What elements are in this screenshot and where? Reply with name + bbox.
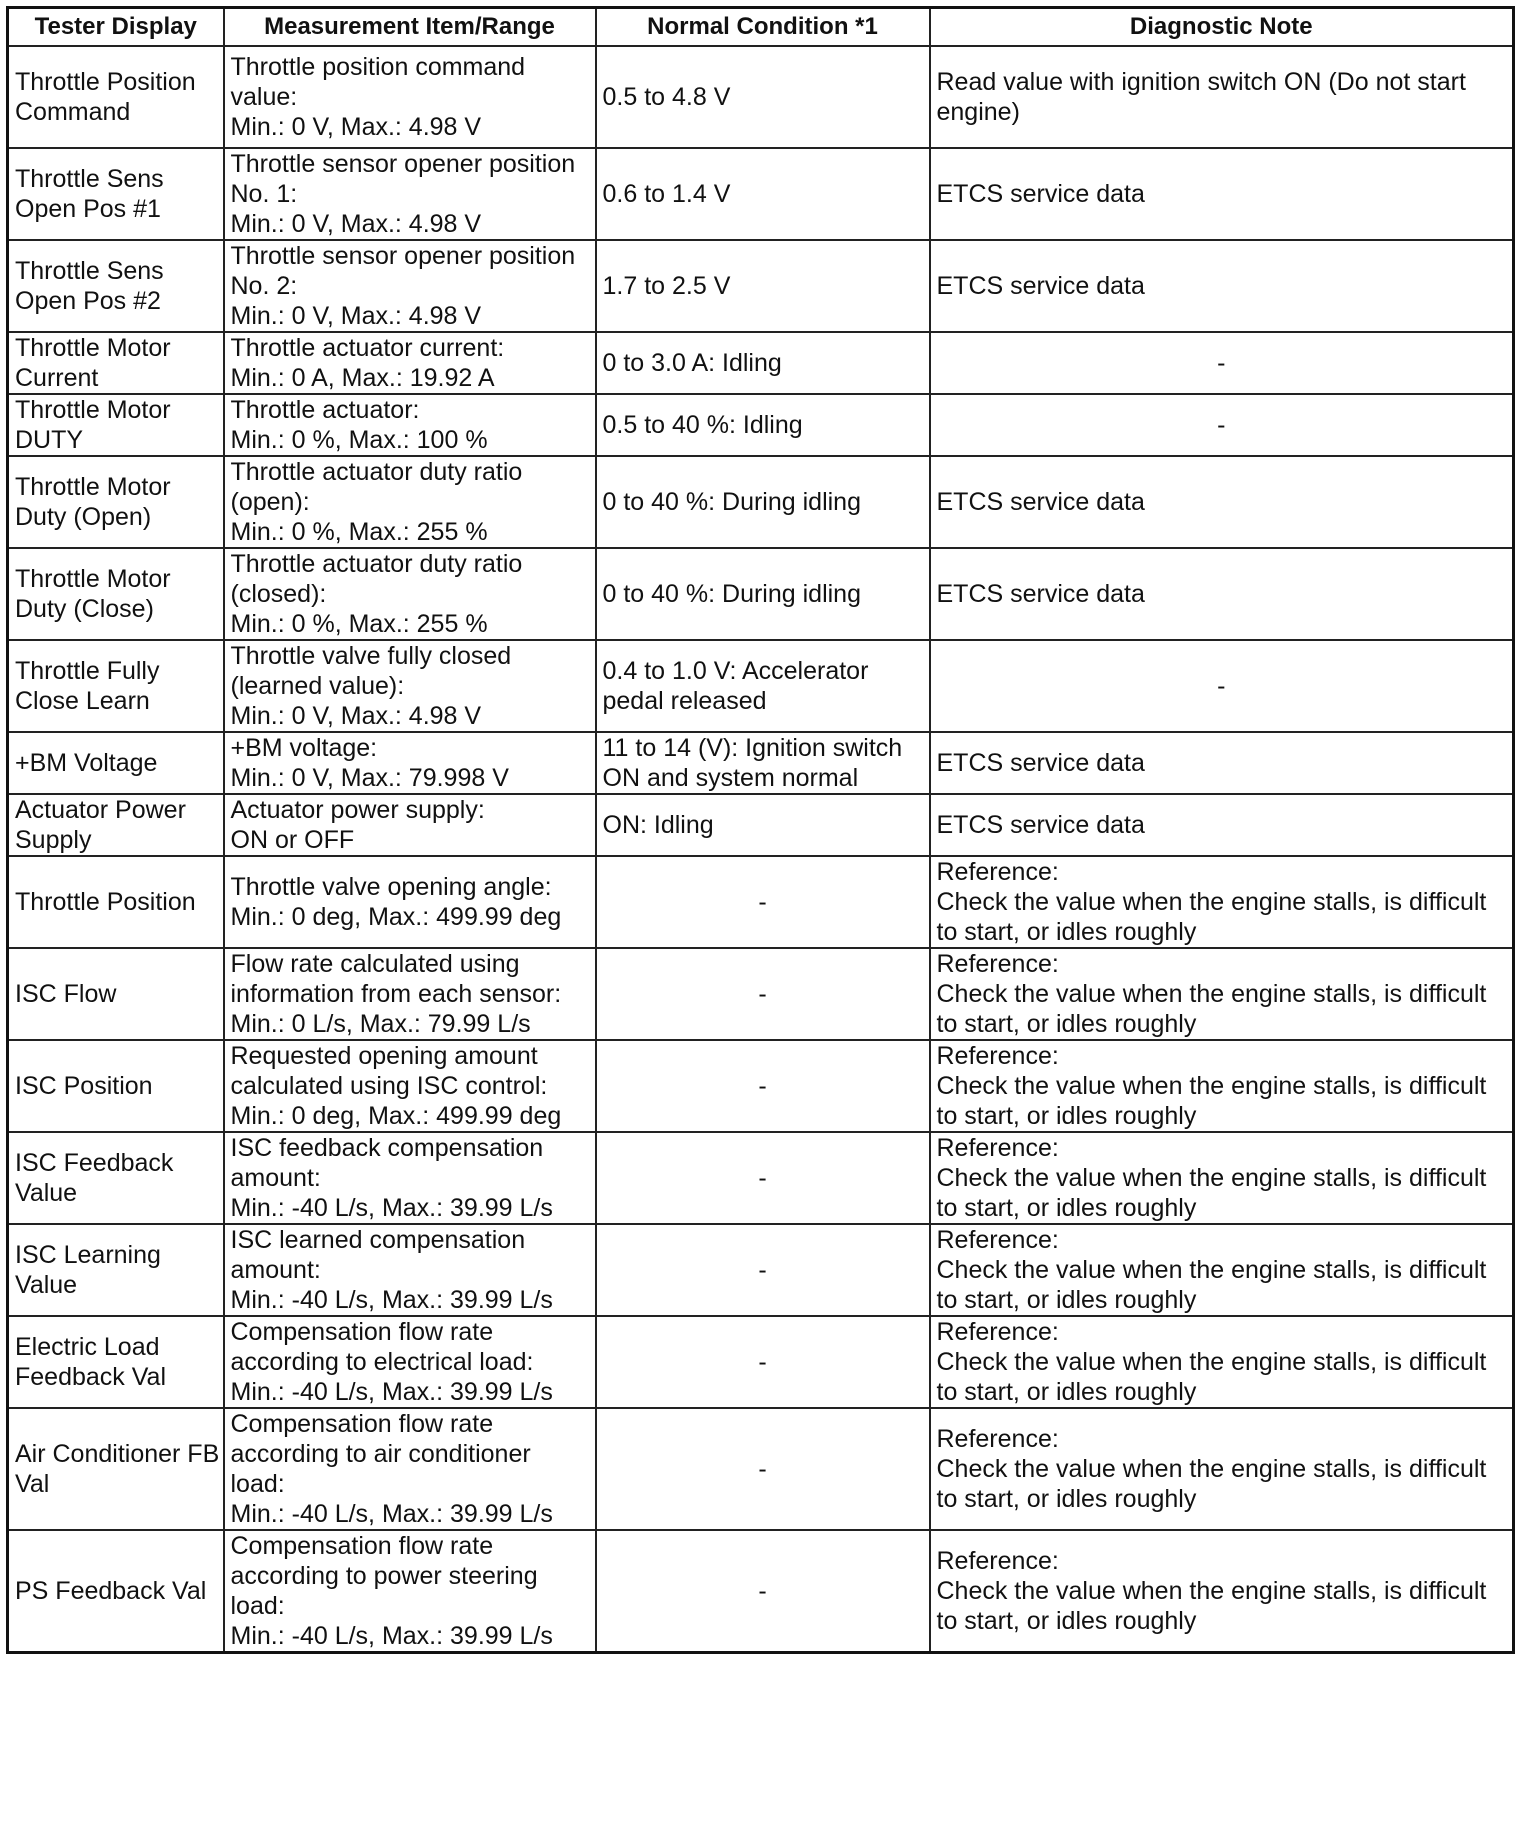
diagnostic-note-cell [930, 332, 1514, 394]
cell-text-line: ETCS service data [936, 580, 1145, 608]
cell-text-line: Actuator power supply: [230, 796, 485, 824]
cell-text-line: Throttle Sens [15, 257, 164, 285]
normal-condition-cell [596, 332, 930, 394]
cell-text-line: - [1217, 672, 1226, 700]
cell-text-line: Close Learn [15, 687, 150, 715]
diagnostic-note-cell [930, 1316, 1514, 1408]
cell-text-line: Throttle actuator duty ratio [230, 458, 523, 486]
cell-text-line: ETCS service data [936, 749, 1145, 777]
measurement-item-cell [224, 332, 596, 394]
cell-text-line: Min.: 0 %, Max.: 255 % [230, 518, 488, 546]
cell-text-line: No. 1: [230, 180, 298, 208]
cell-text-line: Compensation flow rate [230, 1532, 494, 1560]
cell-text-line: Throttle Motor [15, 334, 171, 362]
cell-text-line: (open): [230, 488, 310, 516]
table-row [8, 394, 1514, 456]
cell-text-line: to start, or idles roughly [936, 918, 1197, 946]
cell-text-line: Min.: 0 V, Max.: 4.98 V [230, 210, 482, 238]
measurement-item-cell [224, 1408, 596, 1530]
header-tester-display: Tester Display [8, 8, 224, 47]
cell-text-line: Min.: 0 deg, Max.: 499.99 deg [230, 903, 562, 931]
normal-condition-cell [596, 948, 930, 1040]
cell-text-line: Current [15, 364, 99, 392]
cell-text-line: - [758, 1256, 767, 1284]
cell-text-line: Reference: [936, 1547, 1059, 1575]
cell-text-line: Open Pos #1 [15, 195, 161, 223]
cell-text-line: Reference: [936, 1134, 1059, 1162]
header-diagnostic-note: Diagnostic Note [930, 8, 1514, 47]
table-row [8, 1316, 1514, 1408]
cell-text-line: to start, or idles roughly [936, 1010, 1197, 1038]
cell-text-line: - [758, 1348, 767, 1376]
measurement-item-cell [224, 148, 596, 240]
cell-text-line: Electric Load [15, 1333, 160, 1361]
cell-text-line: PS Feedback Val [15, 1577, 207, 1605]
cell-text-line: Min.: 0 V, Max.: 4.98 V [230, 302, 482, 330]
cell-text-line: Check the value when the engine stalls, is difficult [936, 1164, 1487, 1192]
cell-text-line: Compensation flow rate [230, 1410, 494, 1438]
normal-condition-cell [596, 240, 930, 332]
cell-text-line: Throttle sensor opener position [230, 242, 576, 270]
diagnostic-note-cell [930, 640, 1514, 732]
tester-display-cell [8, 732, 224, 794]
cell-text-line: ISC Feedback [15, 1149, 174, 1177]
diagnostic-note-cell [930, 456, 1514, 548]
cell-text-line: Min.: 0 deg, Max.: 499.99 deg [230, 1102, 562, 1130]
cell-text-line: Check the value when the engine stalls, is difficult [936, 888, 1487, 916]
cell-text-line: (closed): [230, 580, 327, 608]
cell-text-line: according to electrical load: [230, 1348, 534, 1376]
normal-condition-cell [596, 794, 930, 856]
table-row [8, 1040, 1514, 1132]
cell-text-line: - [758, 1455, 767, 1483]
cell-text-line: according to power steering [230, 1562, 538, 1590]
normal-condition-cell [596, 1224, 930, 1316]
cell-text-line: Check the value when the engine stalls, is difficult [936, 1072, 1487, 1100]
cell-text-line: Throttle Sens [15, 165, 164, 193]
table-row [8, 1530, 1514, 1653]
cell-text-line: - [758, 1164, 767, 1192]
cell-text-line: - [758, 1072, 767, 1100]
cell-text-line: Reference: [936, 1042, 1059, 1070]
cell-text-line: Throttle Motor [15, 565, 171, 593]
cell-text-line: Feedback Val [15, 1363, 167, 1391]
cell-text-line: Reference: [936, 1318, 1059, 1346]
diagnostic-note-cell [930, 148, 1514, 240]
cell-text-line: ISC learned compensation [230, 1226, 526, 1254]
cell-text-line: 11 to 14 (V): Ignition switch [602, 734, 903, 762]
tester-display-cell [8, 148, 224, 240]
cell-text-line: Duty (Open) [15, 503, 152, 531]
cell-text-line: Check the value when the engine stalls, is difficult [936, 1577, 1487, 1605]
header-measurement-item: Measurement Item/Range [224, 8, 596, 47]
tester-display-cell [8, 394, 224, 456]
measurement-item-cell [224, 240, 596, 332]
table-row [8, 856, 1514, 948]
cell-text-line: Duty (Close) [15, 595, 154, 623]
cell-text-line: Reference: [936, 858, 1059, 886]
cell-text-line: Throttle Motor [15, 396, 171, 424]
diagnostic-note-cell [930, 948, 1514, 1040]
cell-text-line: ISC Flow [15, 980, 117, 1008]
diagnostic-note-cell [930, 732, 1514, 794]
cell-text-line: Air Conditioner FB [15, 1440, 220, 1468]
cell-text-line: to start, or idles roughly [936, 1485, 1197, 1513]
diagnostic-note-cell [930, 794, 1514, 856]
cell-text-line: Min.: -40 L/s, Max.: 39.99 L/s [230, 1378, 553, 1406]
diagnostic-note-cell [930, 1530, 1514, 1653]
cell-text-line: Min.: 0 L/s, Max.: 79.99 L/s [230, 1010, 531, 1038]
cell-text-line: 0.4 to 1.0 V: Accelerator [602, 657, 869, 685]
cell-text-line: according to air conditioner [230, 1440, 531, 1468]
cell-text-line: ISC feedback compensation [230, 1134, 544, 1162]
cell-text-line: - [758, 980, 767, 1008]
cell-text-line: ISC Learning [15, 1241, 161, 1269]
normal-condition-cell [596, 732, 930, 794]
cell-text-line: Throttle valve fully closed [230, 642, 512, 670]
cell-text-line: Min.: 0 %, Max.: 100 % [230, 426, 488, 454]
diagnostic-note-cell [930, 240, 1514, 332]
cell-text-line: Actuator Power [15, 796, 186, 824]
measurement-item-cell [224, 394, 596, 456]
tester-display-cell [8, 1132, 224, 1224]
cell-text-line: ON and system normal [602, 764, 859, 792]
cell-text-line: Throttle position command [230, 53, 526, 81]
tester-display-cell [8, 640, 224, 732]
cell-text-line: Throttle actuator: [230, 396, 420, 424]
measurement-item-cell [224, 1316, 596, 1408]
cell-text-line: to start, or idles roughly [936, 1286, 1197, 1314]
cell-text-line: Throttle Fully [15, 657, 160, 685]
normal-condition-cell [596, 148, 930, 240]
cell-text-line: ETCS service data [936, 180, 1145, 208]
cell-text-line: Min.: 0 V, Max.: 4.98 V [230, 702, 482, 730]
cell-text-line: Throttle actuator duty ratio [230, 550, 523, 578]
measurement-item-cell [224, 948, 596, 1040]
cell-text-line: Throttle actuator current: [230, 334, 505, 362]
cell-text-line: Min.: -40 L/s, Max.: 39.99 L/s [230, 1500, 553, 1528]
normal-condition-cell [596, 1040, 930, 1132]
table-row [8, 1132, 1514, 1224]
table-row [8, 332, 1514, 394]
table-row [8, 732, 1514, 794]
cell-text-line: 0.6 to 1.4 V [602, 180, 731, 208]
measurement-item-cell [224, 1040, 596, 1132]
measurement-item-cell [224, 456, 596, 548]
cell-text-line: 0.5 to 40 %: Idling [602, 411, 803, 439]
tester-display-cell [8, 1224, 224, 1316]
cell-text-line: 0 to 40 %: During idling [602, 580, 861, 608]
tester-display-cell [8, 794, 224, 856]
normal-condition-cell [596, 1132, 930, 1224]
table-row [8, 794, 1514, 856]
cell-text-line: Throttle Motor [15, 473, 171, 501]
table-row [8, 240, 1514, 332]
normal-condition-cell [596, 1530, 930, 1653]
table-row [8, 46, 1514, 148]
cell-text-line: 0 to 3.0 A: Idling [602, 349, 782, 377]
cell-text-line: Min.: 0 %, Max.: 255 % [230, 610, 488, 638]
cell-text-line: (learned value): [230, 672, 405, 700]
table-row [8, 148, 1514, 240]
cell-text-line: Requested opening amount [230, 1042, 538, 1070]
cell-text-line: Flow rate calculated using [230, 950, 520, 978]
cell-text-line: Min.: -40 L/s, Max.: 39.99 L/s [230, 1622, 553, 1650]
cell-text-line: Check the value when the engine stalls, is difficult [936, 980, 1487, 1008]
tester-display-cell [8, 1316, 224, 1408]
cell-text-line: ETCS service data [936, 488, 1145, 516]
cell-text-line: 0 to 40 %: During idling [602, 488, 861, 516]
diagnostic-note-cell [930, 1224, 1514, 1316]
tester-display-cell [8, 240, 224, 332]
normal-condition-cell [596, 394, 930, 456]
measurement-item-cell [224, 548, 596, 640]
measurement-item-cell [224, 732, 596, 794]
cell-text-line: amount: [230, 1256, 321, 1284]
cell-text-line: to start, or idles roughly [936, 1102, 1197, 1130]
normal-condition-cell [596, 640, 930, 732]
tester-display-cell [8, 1530, 224, 1653]
table-row [8, 1408, 1514, 1530]
cell-text-line: to start, or idles roughly [936, 1607, 1197, 1635]
cell-text-line: to start, or idles roughly [936, 1378, 1197, 1406]
cell-text-line: - [1217, 349, 1226, 377]
measurement-item-cell [224, 1224, 596, 1316]
cell-text-line: ON: Idling [602, 811, 714, 839]
cell-text-line: Reference: [936, 1226, 1059, 1254]
data-list-table [6, 6, 1515, 1654]
cell-text-line: Throttle Position [15, 68, 196, 96]
measurement-item-cell [224, 640, 596, 732]
cell-text-line: - [758, 1577, 767, 1605]
cell-text-line: pedal released [602, 687, 767, 715]
cell-text-line: 1.7 to 2.5 V [602, 272, 731, 300]
header-normal-condition: Normal Condition *1 [596, 8, 930, 47]
cell-text-line: Check the value when the engine stalls, is difficult [936, 1455, 1487, 1483]
cell-text-line: ETCS service data [936, 811, 1145, 839]
diagnostic-note-cell [930, 46, 1514, 148]
measurement-item-cell [224, 856, 596, 948]
measurement-item-cell [224, 1132, 596, 1224]
tester-display-cell [8, 332, 224, 394]
cell-text-line: Command [15, 98, 131, 126]
cell-text-line: ON or OFF [230, 826, 355, 854]
table-row [8, 640, 1514, 732]
tester-display-cell [8, 456, 224, 548]
tester-display-cell [8, 1040, 224, 1132]
cell-text-line: +BM Voltage [15, 749, 158, 777]
cell-text-line: Value [15, 1179, 78, 1207]
cell-text-line: Min.: -40 L/s, Max.: 39.99 L/s [230, 1194, 553, 1222]
cell-text-line: Min.: 0 A, Max.: 19.92 A [230, 364, 495, 392]
cell-text-line: Check the value when the engine stalls, is difficult [936, 1256, 1487, 1284]
cell-text-line: Throttle sensor opener position [230, 150, 576, 178]
diagnostic-note-cell [930, 548, 1514, 640]
diagnostic-note-cell [930, 856, 1514, 948]
normal-condition-cell [596, 1316, 930, 1408]
cell-text-line: Compensation flow rate [230, 1318, 494, 1346]
cell-text-line: Reference: [936, 1425, 1059, 1453]
tester-display-cell [8, 1408, 224, 1530]
cell-text-line: - [1217, 411, 1226, 439]
cell-text-line: Supply [15, 826, 92, 854]
cell-text-line: Open Pos #2 [15, 287, 161, 315]
cell-text-line: value: [230, 83, 298, 111]
table-row [8, 456, 1514, 548]
cell-text-line: No. 2: [230, 272, 298, 300]
table-body [8, 46, 1514, 1653]
cell-text-line: Min.: 0 V, Max.: 79.998 V [230, 764, 509, 792]
cell-text-line: load: [230, 1592, 285, 1620]
diagnostic-note-cell [930, 394, 1514, 456]
tester-display-cell [8, 948, 224, 1040]
cell-text-line: - [758, 888, 767, 916]
data-table-container [6, 6, 1512, 1654]
cell-text-line: amount: [230, 1164, 321, 1192]
cell-text-line: engine) [936, 98, 1020, 126]
cell-text-line: Check the value when the engine stalls, is difficult [936, 1348, 1487, 1376]
cell-text-line: ETCS service data [936, 272, 1145, 300]
cell-text-line: ISC Position [15, 1072, 153, 1100]
normal-condition-cell [596, 1408, 930, 1530]
table-row [8, 1224, 1514, 1316]
measurement-item-cell [224, 794, 596, 856]
cell-text-line: to start, or idles roughly [936, 1194, 1197, 1222]
cell-text-line: Reference: [936, 950, 1059, 978]
cell-text-line: DUTY [15, 426, 84, 454]
cell-text-line: Min.: 0 V, Max.: 4.98 V [230, 113, 482, 141]
table-row [8, 948, 1514, 1040]
cell-text-line: +BM voltage: [230, 734, 378, 762]
tester-display-cell [8, 46, 224, 148]
tester-display-cell [8, 548, 224, 640]
cell-text-line: Val [15, 1470, 50, 1498]
cell-text-line: Value [15, 1271, 78, 1299]
tester-display-cell [8, 856, 224, 948]
normal-condition-cell [596, 856, 930, 948]
cell-text-line: calculated using ISC control: [230, 1072, 548, 1100]
table-row [8, 548, 1514, 640]
cell-text-line: Throttle Position [15, 888, 196, 916]
cell-text-line: Read value with ignition switch ON (Do not start [936, 68, 1466, 96]
normal-condition-cell [596, 548, 930, 640]
diagnostic-note-cell [930, 1132, 1514, 1224]
table-header-row [8, 8, 1514, 47]
cell-text-line: load: [230, 1470, 285, 1498]
cell-text-line: Throttle valve opening angle: [230, 873, 552, 901]
measurement-item-cell [224, 1530, 596, 1653]
normal-condition-cell [596, 456, 930, 548]
diagnostic-note-cell [930, 1408, 1514, 1530]
cell-text-line: 0.5 to 4.8 V [602, 83, 731, 111]
cell-text-line: Min.: -40 L/s, Max.: 39.99 L/s [230, 1286, 553, 1314]
cell-text-line: information from each sensor: [230, 980, 562, 1008]
measurement-item-cell [224, 46, 596, 148]
diagnostic-note-cell [930, 1040, 1514, 1132]
normal-condition-cell [596, 46, 930, 148]
